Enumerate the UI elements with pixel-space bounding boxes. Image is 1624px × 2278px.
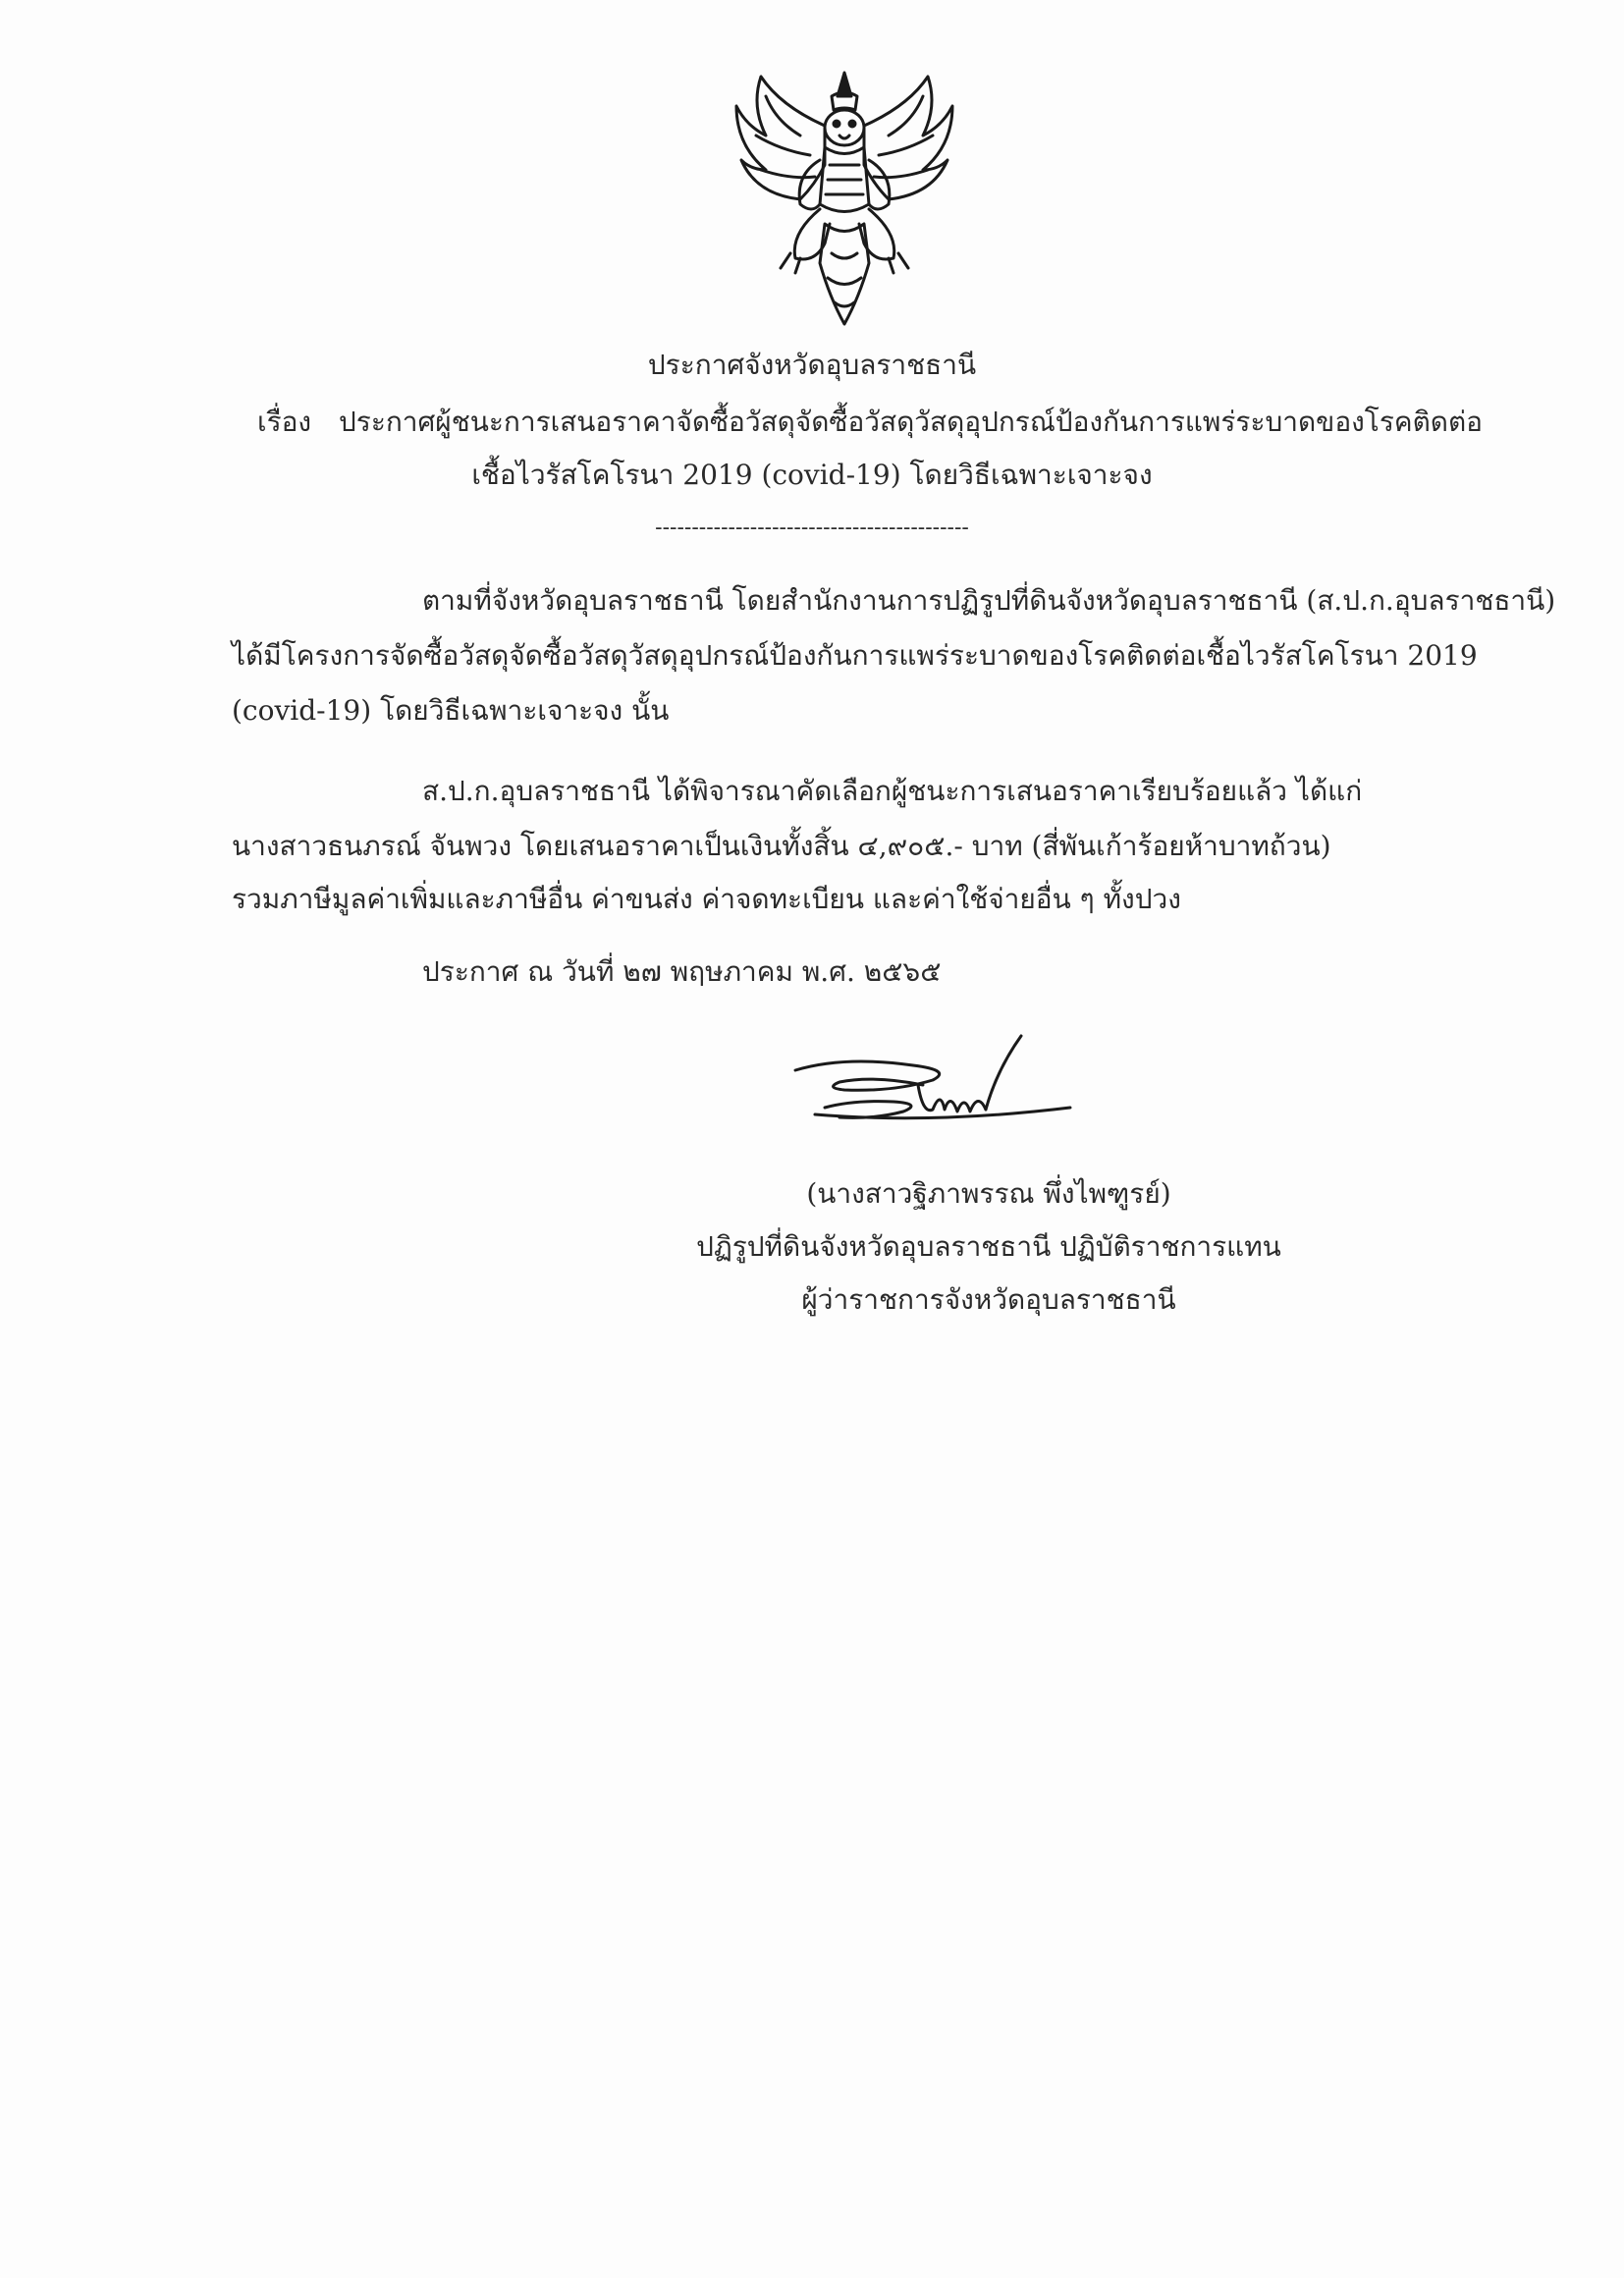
paragraph-1-line-2: ได้มีโครงการจัดซื้อวัสดุจัดซื้อวัสดุวัสดุอุปกรณ์ป้องกันการแพร่ระบาดของโรคติดต่อเชื้อไวรัสโคโรนา 2019 [232,639,1478,672]
signatory-position-line-2: ผู้ว่าราชการจังหวัดอุบลราชธานี [801,1283,1176,1316]
subject-label: เรื่อง [257,406,312,438]
announcement-title: ประกาศจังหวัดอุบลราชธานี [647,349,977,381]
garuda-emblem-icon [722,67,967,332]
paragraph-2-line-2: นางสาวธนภรณ์ จันพวง โดยเสนอราคาเป็นเงินทั้งสิ้น ๔,๙๐๕.- บาท (สี่พันเก้าร้อยห้าบาทถ้วน) [232,830,1331,862]
paragraph-1-line-3: (covid-19) โดยวิธีเฉพาะเจาะจง นั้น [232,694,670,727]
paragraph-2-line-3: รวมภาษีมูลค่าเพิ่มและภาษีอื่น ค่าขนส่ง ค่าจดทะเบียน และค่าใช้จ่ายอื่น ๆ ทั้งปวง [232,883,1181,915]
signatory-position-line-1: ปฏิรูปที่ดินจังหวัดอุบลราชธานี ปฏิบัติราชการแทน [696,1230,1281,1263]
signatory-name: (นางสาวฐิภาพรรณ พึ่งไพฑูรย์) [806,1177,1171,1210]
divider: ------------------------------------------- [655,515,969,540]
paragraph-2-line-1: ส.ป.ก.อุบลราชธานี ได้พิจารณาคัดเลือกผู้ชนะการเสนอราคาเรียบร้อยแล้ว ได้แก่ [422,775,1363,807]
signature-icon [785,1031,1080,1139]
subject-line-1: ประกาศผู้ชนะการเสนอราคาจัดซื้อวัสดุจัดซื้อวัสดุวัสดุอุปกรณ์ป้องกันการแพร่ระบาดของโรคติดต่อ [339,406,1483,438]
paragraph-1-line-1: ตามที่จังหวัดอุบลราชธานี โดยสำนักงานการปฏิรูปที่ดินจังหวัดอุบลราชธานี (ส.ป.ก.อุบลราชธานี) [422,584,1556,617]
subject-line-2: เชื้อไวรัสโคโรนา 2019 (covid-19) โดยวิธีเฉพาะเจาะจง [471,459,1153,491]
announcement-date: ประกาศ ณ วันที่ ๒๗ พฤษภาคม พ.ศ. ๒๕๖๕ [422,955,942,988]
